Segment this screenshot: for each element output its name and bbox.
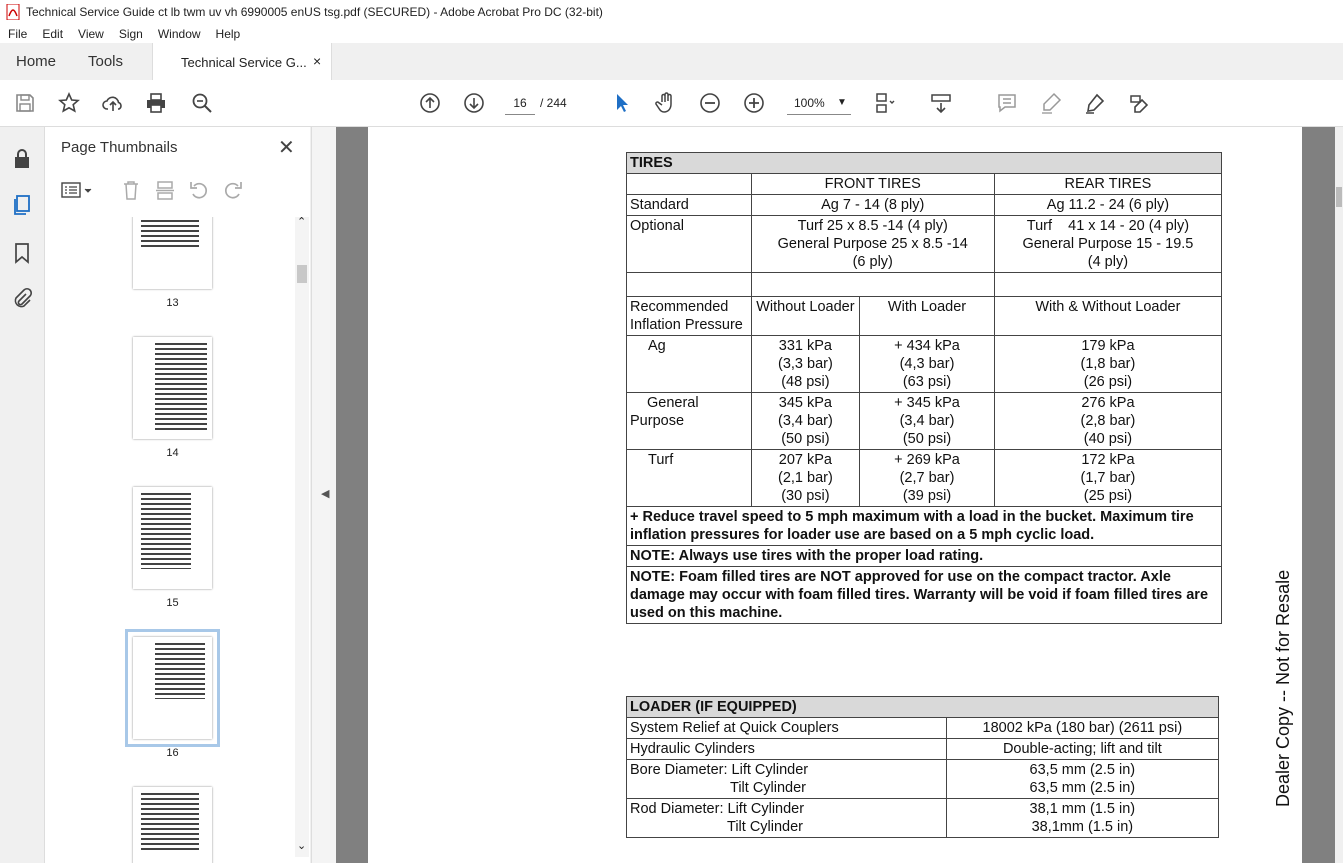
zoom-in-icon[interactable] <box>742 91 766 115</box>
pressure-cell <box>994 450 1221 507</box>
table-row <box>627 393 1222 450</box>
row-label <box>627 393 752 450</box>
optional-rear-line: Turf 41 x 14 - 20 (4 ply) <box>1026 218 1190 234</box>
pressure-value: (26 psi) <box>1083 374 1133 390</box>
tab-document[interactable] <box>152 43 332 81</box>
rod-value-line: 38,1mm (1.5 in) <box>1031 819 1134 835</box>
optional-rear <box>994 216 1221 273</box>
row-label <box>627 336 752 393</box>
rod-label-line: Tilt Cylinder <box>727 819 804 835</box>
thumbnail-page[interactable] <box>133 337 212 439</box>
optional-front <box>751 216 994 273</box>
optional-label: Optional <box>627 216 752 273</box>
pressure-value: (1,8 bar) <box>1080 356 1136 372</box>
panel-title: Page Thumbnails <box>61 139 178 156</box>
thumbnail-page[interactable] <box>133 217 212 289</box>
thumbnail-page-number: 15 <box>166 597 179 609</box>
bore-label <box>627 760 947 799</box>
page-fit-icon[interactable] <box>873 91 897 115</box>
pressure-cell <box>860 393 995 450</box>
window-titlebar <box>0 0 1343 24</box>
thumbnail-list <box>45 217 295 863</box>
menu-view[interactable]: View <box>78 26 104 41</box>
optional-rear-line: (4 ply) <box>1087 254 1129 270</box>
optional-rear-line: General Purpose 15 - 19.5 <box>1022 236 1194 252</box>
pressure-value: + 434 kPa <box>894 338 960 354</box>
options-menu-icon[interactable] <box>61 181 95 201</box>
next-page-icon[interactable] <box>462 91 486 115</box>
pressure-value: (30 psi) <box>781 488 830 504</box>
thumbnail-page[interactable] <box>133 787 212 863</box>
scrollbar-thumb[interactable] <box>1336 187 1342 207</box>
lock-icon[interactable] <box>10 147 34 171</box>
pressure-value: 179 kPa <box>1081 338 1135 354</box>
menu-window[interactable]: Window <box>157 26 201 41</box>
bore-label-line: Bore Diameter: Lift Cylinder <box>630 762 809 778</box>
thumbnail-page[interactable] <box>133 487 212 589</box>
optional-front-line: Turf 25 x 8.5 -14 (4 ply) <box>797 218 948 234</box>
bore-value-line: 63,5 mm (2.5 in) <box>1029 762 1136 778</box>
upload-cloud-icon[interactable] <box>101 91 125 115</box>
bore-label-line: Tilt Cylinder <box>730 780 807 796</box>
tires-table <box>626 152 1222 624</box>
menu-sign[interactable]: Sign <box>118 26 143 41</box>
attachment-icon[interactable] <box>10 287 34 311</box>
relief-label: System Relief at Quick Couplers <box>627 718 947 739</box>
standard-front: Ag 7 - 14 (8 ply) <box>751 195 994 216</box>
pressure-cell <box>860 336 995 393</box>
pdf-page <box>368 127 1302 863</box>
col-without-loader: Without Loader <box>751 297 860 336</box>
document-viewport[interactable] <box>336 127 1335 863</box>
rod-label-line: Rod Diameter: Lift Cylinder <box>630 801 805 817</box>
tab-home[interactable]: Home <box>16 53 57 70</box>
pressure-value: (1,7 bar) <box>1080 470 1136 486</box>
acrobat-app-icon <box>6 4 20 20</box>
collapse-panel-icon[interactable]: ◀ <box>321 488 330 500</box>
chevron-down-icon: ▼ <box>837 97 847 108</box>
bookmark-icon[interactable] <box>10 241 34 265</box>
relief-value: 18002 kPa (180 bar) (2611 psi) <box>946 718 1218 739</box>
thumbnail-page-number: 14 <box>166 447 179 459</box>
row-label <box>627 450 752 507</box>
menu-file[interactable]: File <box>8 26 28 41</box>
pressure-value: (50 psi) <box>781 431 830 447</box>
zoom-search-icon[interactable] <box>190 91 214 115</box>
pressure-value: (63 psi) <box>902 374 952 390</box>
dealer-copy-watermark: Dealer Copy -- Not for Resale <box>1273 569 1293 807</box>
edit-document-icon[interactable] <box>1127 91 1151 115</box>
rear-tires-header: REAR TIRES <box>994 174 1221 195</box>
zoom-value: 100% <box>794 96 825 110</box>
row-label-line: Ag <box>648 338 666 354</box>
extract-pages-icon[interactable] <box>155 179 175 201</box>
col-with-without-loader: With & Without Loader <box>994 297 1221 336</box>
pressure-value: (3,4 bar) <box>777 413 833 429</box>
pressure-value: 276 kPa <box>1081 395 1135 411</box>
page-thumbnails-icon[interactable] <box>10 193 34 217</box>
hand-tool-icon[interactable] <box>654 91 678 115</box>
pressure-value: (2,7 bar) <box>899 470 955 486</box>
pressure-value: (40 psi) <box>1083 431 1133 447</box>
left-navigation-rail <box>0 127 45 863</box>
page-number-input[interactable]: 16 <box>505 92 535 115</box>
main-toolbar <box>0 80 1343 127</box>
document-scrollbar[interactable] <box>1335 127 1343 863</box>
rod-value-line: 38,1 mm (1.5 in) <box>1029 801 1136 817</box>
pressure-cell <box>751 393 860 450</box>
rotate-right-icon[interactable] <box>223 179 243 201</box>
tires-title: TIRES <box>627 153 1222 174</box>
pressure-value: + 345 kPa <box>894 395 960 411</box>
note-reduce-speed: + Reduce travel speed to 5 mph maximum with a load in the bucket. Maximum tire inflation pressures for loader use are based on a 5 mph cyclic load. <box>627 507 1222 546</box>
row-label-line: Purpose <box>630 413 685 429</box>
pressure-cell <box>994 393 1221 450</box>
menu-bar <box>0 24 1343 43</box>
scroll-mode-icon[interactable] <box>929 91 953 115</box>
highlight-pen-icon[interactable] <box>1039 91 1063 115</box>
pressure-value: 172 kPa <box>1081 452 1135 468</box>
tab-tools[interactable]: Tools <box>88 53 124 70</box>
pressure-value: (2,1 bar) <box>777 470 833 486</box>
page-total: / 244 <box>540 96 567 110</box>
pressure-cell <box>751 450 860 507</box>
loader-table <box>626 696 1219 838</box>
pressure-value: (50 psi) <box>902 431 952 447</box>
table-row <box>627 450 1222 507</box>
thumbnail-scrollbar[interactable] <box>295 217 309 857</box>
pressure-cell <box>751 336 860 393</box>
inflation-label-line: Recommended <box>630 299 729 315</box>
pressure-value: 345 kPa <box>778 395 832 411</box>
pressure-cell <box>994 336 1221 393</box>
pressure-value: 331 kPa <box>778 338 832 354</box>
comment-icon[interactable] <box>995 91 1019 115</box>
pressure-value: (3,4 bar) <box>899 413 955 429</box>
select-cursor-icon[interactable] <box>610 91 634 115</box>
window-title: Technical Service Guide ct lb twm uv vh 6990005 enUS tsg.pdf (SECURED) - Adobe Acrobat Pro DC (32-bit) <box>26 5 603 19</box>
pressure-value: 207 kPa <box>778 452 832 468</box>
cylinders-value: Double-acting; lift and tilt <box>946 739 1218 760</box>
pressure-value: (3,3 bar) <box>777 356 833 372</box>
pressure-value: (2,8 bar) <box>1080 413 1136 429</box>
sign-pen-icon[interactable] <box>1083 91 1107 115</box>
table-row <box>627 336 1222 393</box>
optional-front-line: General Purpose 25 x 8.5 -14 <box>777 236 968 252</box>
col-with-loader: With Loader <box>860 297 995 336</box>
scrollbar-thumb[interactable] <box>297 265 307 283</box>
print-icon[interactable] <box>144 91 168 115</box>
pressure-value: (25 psi) <box>1083 488 1133 504</box>
optional-front-line: (6 ply) <box>852 254 893 270</box>
trash-icon[interactable] <box>121 179 141 201</box>
inflation-label-line: Inflation Pressure <box>630 317 743 333</box>
previous-page-icon[interactable] <box>418 91 442 115</box>
note-load-rating: NOTE: Always use tires with the proper load rating. <box>627 546 1222 567</box>
note-foam-filled: NOTE: Foam filled tires are NOT approved for use on the compact tractor. Axle damage may occur with foam filled tires. Warranty will be void if foam filled tires are used on this machine. <box>627 567 1222 624</box>
bore-value <box>946 760 1218 799</box>
bookmark-star-icon[interactable] <box>57 91 81 115</box>
pressure-value: (39 psi) <box>902 488 952 504</box>
pressure-value: (48 psi) <box>781 374 830 390</box>
panel-close-button[interactable]: ✕ <box>278 137 295 159</box>
pressure-cell <box>860 450 995 507</box>
inflation-pressure-label <box>627 297 752 336</box>
page-thumbnails-panel <box>45 127 310 863</box>
thumbnail-page-number: 16 <box>166 747 179 759</box>
loader-title: LOADER (IF EQUIPPED) <box>627 697 1219 718</box>
tab-document-label: Technical Service G... <box>181 55 307 70</box>
zoom-select[interactable] <box>787 92 851 115</box>
standard-rear: Ag 11.2 - 24 (6 ply) <box>994 195 1221 216</box>
menu-edit[interactable]: Edit <box>42 26 64 41</box>
standard-label: Standard <box>627 195 752 216</box>
rotate-left-icon[interactable] <box>189 179 209 201</box>
rod-label <box>627 799 947 838</box>
tab-close-button[interactable]: × <box>313 53 322 69</box>
thumbnail-page-number: 13 <box>166 297 179 309</box>
thumbnail-page-selected[interactable] <box>133 637 212 739</box>
save-icon[interactable] <box>13 91 37 115</box>
zoom-out-icon[interactable] <box>698 91 722 115</box>
scroll-down-icon[interactable]: ⌄ <box>297 840 307 852</box>
front-tires-header: FRONT TIRES <box>751 174 994 195</box>
pressure-value: + 269 kPa <box>894 452 960 468</box>
cylinders-label: Hydraulic Cylinders <box>627 739 947 760</box>
tab-bar <box>0 43 1343 81</box>
row-label-line: Turf <box>648 452 674 468</box>
pressure-value: (4,3 bar) <box>899 356 955 372</box>
row-label-line: General <box>647 395 699 411</box>
menu-help[interactable]: Help <box>215 26 241 41</box>
scroll-up-icon[interactable]: ⌃ <box>297 216 307 228</box>
panel-splitter[interactable] <box>311 127 336 863</box>
rod-value <box>946 799 1218 838</box>
bore-value-line: 63,5 mm (2.5 in) <box>1029 780 1136 796</box>
thumbnail-toolbar <box>45 175 310 207</box>
